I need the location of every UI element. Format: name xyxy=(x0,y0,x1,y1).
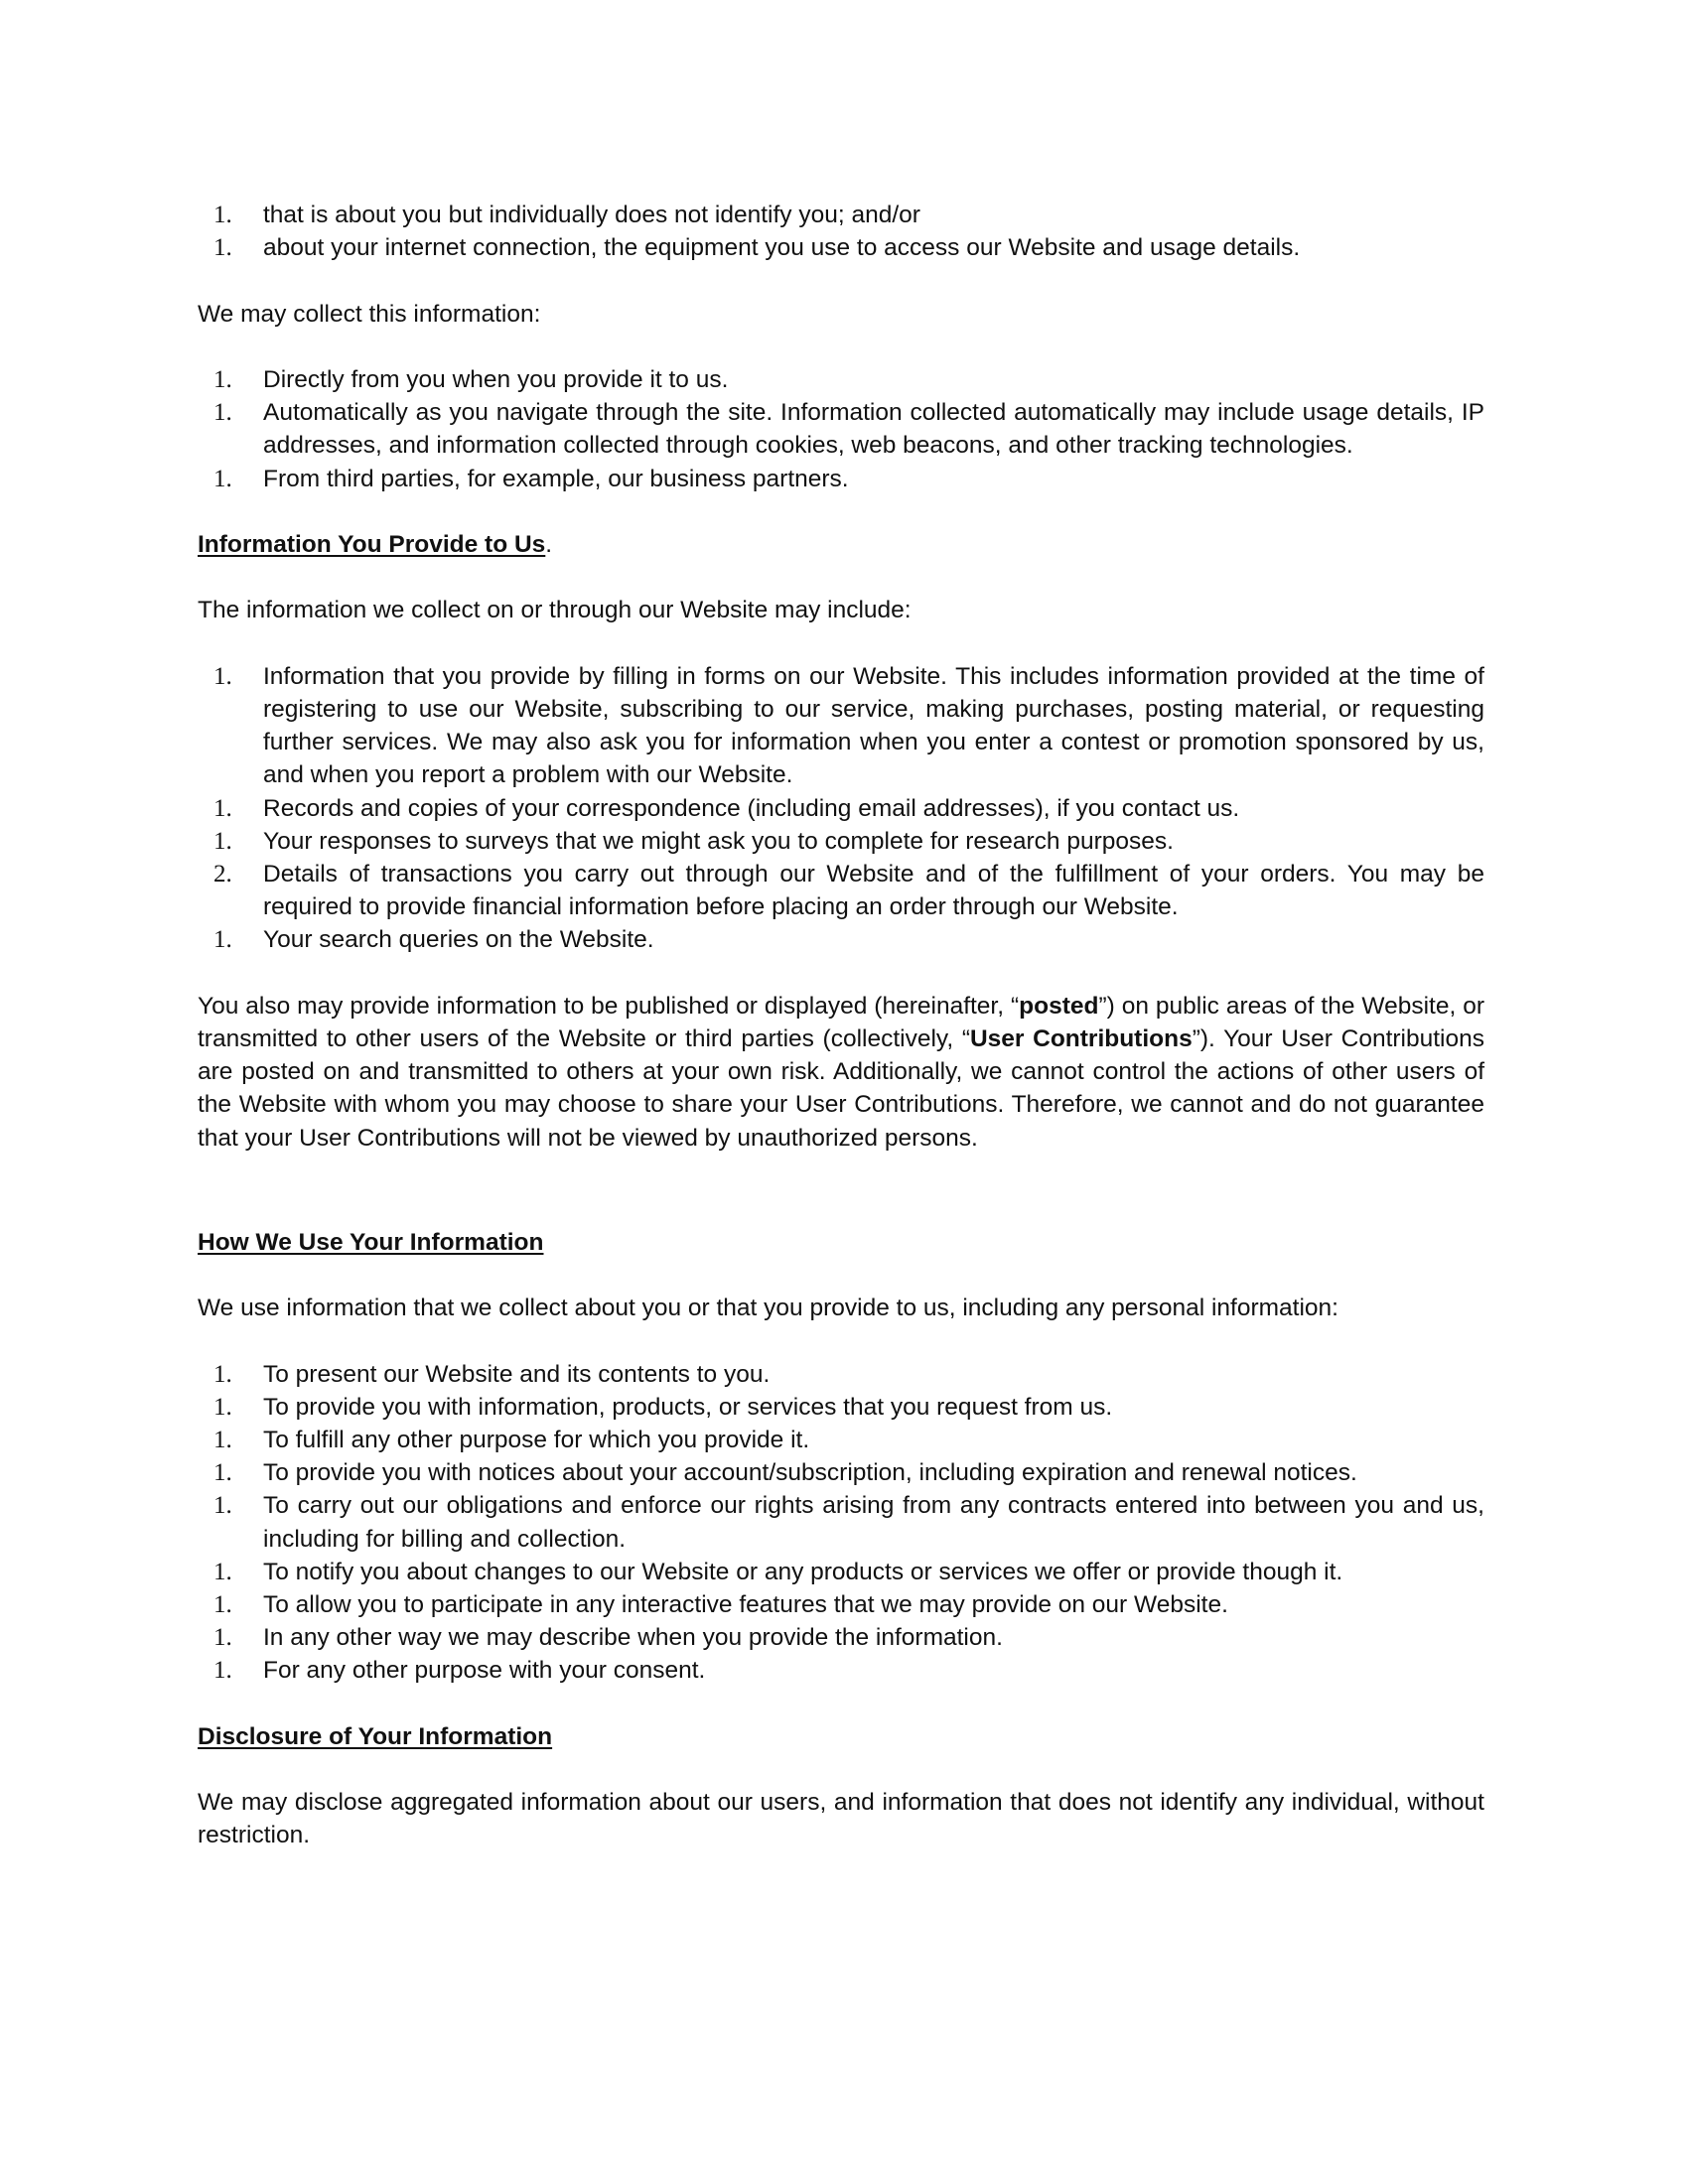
list-item xyxy=(198,1621,1484,1654)
list-number: 1. xyxy=(213,1459,232,1487)
list-item xyxy=(198,923,1484,956)
list-item-text: To allow you to participate in any interactive features that we may provide on our Website. xyxy=(263,1591,1228,1618)
list-item xyxy=(198,825,1484,858)
list-item-text: Directly from you when you provide it to us. xyxy=(263,365,729,393)
list-item-text: To fulfill any other purpose for which you provide it. xyxy=(263,1426,810,1453)
list-number: 1. xyxy=(213,662,232,690)
section-heading-use xyxy=(198,1226,1484,1259)
list-item xyxy=(198,1358,1484,1391)
list-info-types xyxy=(198,199,1484,264)
section-heading-provide xyxy=(198,528,1484,561)
list-number: 1. xyxy=(213,1360,232,1388)
list-item-text: that is about you but individually does not identify you; and/or xyxy=(263,202,920,228)
list-number: 1. xyxy=(213,399,232,427)
list-number: 1. xyxy=(213,1558,232,1585)
list-provided-info xyxy=(198,660,1484,957)
list-number: 1. xyxy=(213,234,232,262)
use-intro: We use information that we collect about you or that you provide to us, including any personal information: xyxy=(198,1295,1338,1322)
list-item xyxy=(198,396,1484,462)
list-item xyxy=(198,1588,1484,1621)
list-item-text: For any other purpose with your consent. xyxy=(263,1657,706,1685)
list-item-text: about your internet connection, the equipment you use to access our Website and usage details. xyxy=(263,234,1301,262)
text-segment: ”). Your User Contributions are posted on and transmitted to others at your own risk. Additionally, we cannot control the actions of other users of the Website with whom you may choose to share your User Contributions. Therefore, we cannot and do not guarantee that your User Contributions will not be viewed by unauthorized persons. xyxy=(198,1024,1484,1152)
list-item-text: Automatically as you navigate through the site. Information collected automatically may include usage details, IP addresses, and information collected through cookies, web beacons, and other tracking technologies. xyxy=(263,399,1484,460)
heading-suffix: . xyxy=(545,530,553,558)
list-item-text: Your responses to surveys that we might ask you to complete for research purposes. xyxy=(263,827,1174,855)
list-number: 1. xyxy=(213,1426,232,1453)
list-number: 1. xyxy=(213,1624,232,1652)
provide-intro: The information we collect on or through our Website may include: xyxy=(198,597,912,624)
list-number: 1. xyxy=(213,1591,232,1618)
list-item-text: From third parties, for example, our business partners. xyxy=(263,465,849,492)
list-item xyxy=(198,1391,1484,1424)
list-number: 1. xyxy=(213,1393,232,1421)
list-item xyxy=(198,1654,1484,1687)
document-page xyxy=(198,199,1484,1852)
user-contributions-paragraph xyxy=(198,990,1484,1155)
heading-text: Disclosure of Your Information xyxy=(198,1722,553,1750)
list-item-text: Information that you provide by filling in forms on our Website. This includes information provided at the time of registering to use our Website, subscribing to our service, making purchases, posting material, or requesting further services. We may also ask you for information when you enter a contest or promotion sponsored by us, and when you report a problem with our Website. xyxy=(263,662,1484,789)
list-item-text: To carry out our obligations and enforce our rights arising from any contracts entered into between you and us, including for billing and collection. xyxy=(263,1492,1484,1553)
disclosure-body: We may disclose aggregated information about our users, and information that does not identify any individual, without restriction. xyxy=(198,1789,1484,1849)
list-collect-methods xyxy=(198,363,1484,495)
heading-text: How We Use Your Information xyxy=(198,1228,544,1256)
list-item-text: Details of transactions you carry out through our Website and of the fulfillment of your orders. You may be required to provide financial information before placing an order through our Website. xyxy=(263,860,1484,921)
list-item-text: To notify you about changes to our Website or any products or services we offer or provide though it. xyxy=(263,1558,1343,1585)
list-item-text: To present our Website and its contents to you. xyxy=(263,1360,771,1388)
list-item-text: To provide you with information, products, or services that you request from us. xyxy=(263,1393,1113,1421)
bold-term-user-contributions: User Contributions xyxy=(969,1024,1193,1052)
text-segment: You also may provide information to be published or displayed (hereinafter, “ xyxy=(198,992,1020,1020)
heading-text: Information You Provide to Us xyxy=(198,530,546,558)
list-item xyxy=(198,1489,1484,1555)
list-number: 2. xyxy=(213,860,232,887)
list-item-text: Your search queries on the Website. xyxy=(263,926,654,954)
list-uses xyxy=(198,1358,1484,1688)
list-item xyxy=(198,199,1484,231)
list-number: 1. xyxy=(213,365,232,393)
list-item xyxy=(198,660,1484,792)
list-item-text: In any other way we may describe when you provide the information. xyxy=(263,1624,1003,1652)
bold-term-posted: posted xyxy=(1019,992,1099,1020)
list-item xyxy=(198,231,1484,264)
list-item xyxy=(198,1456,1484,1489)
list-number: 1. xyxy=(213,926,232,954)
list-item xyxy=(198,858,1484,923)
list-item-text: Records and copies of your correspondence (including email addresses), if you contact us. xyxy=(263,794,1240,822)
list-number: 1. xyxy=(213,465,232,492)
list-number: 1. xyxy=(213,1492,232,1520)
list-item xyxy=(198,1556,1484,1588)
text-segment: ”) on public areas of the Website, or transmitted to other users of the Website or third parties (collectively, “ xyxy=(198,992,1484,1052)
list-item xyxy=(198,1424,1484,1456)
list-item-text: To provide you with notices about your account/subscription, including expiration and renewal notices. xyxy=(263,1459,1357,1487)
list-number: 1. xyxy=(213,202,232,228)
list-number: 1. xyxy=(213,794,232,822)
list-item xyxy=(198,463,1484,495)
list-item xyxy=(198,363,1484,396)
collect-intro: We may collect this information: xyxy=(198,300,541,328)
list-number: 1. xyxy=(213,827,232,855)
section-heading-disclosure xyxy=(198,1720,1484,1753)
list-item xyxy=(198,792,1484,825)
list-number: 1. xyxy=(213,1657,232,1685)
